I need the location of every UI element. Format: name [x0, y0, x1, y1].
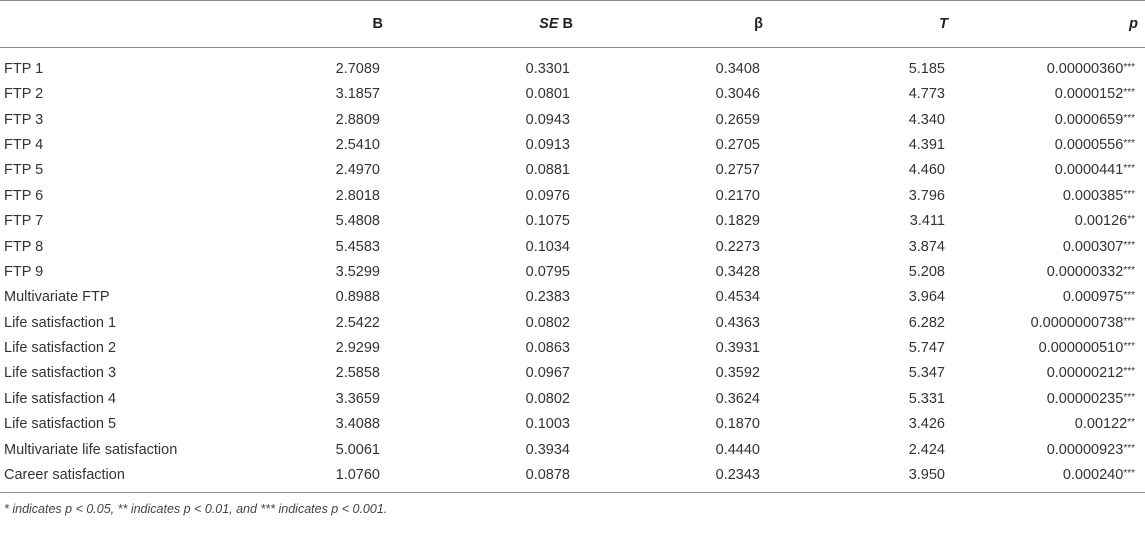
- cell-p: [955, 437, 1145, 462]
- cell-p: [955, 285, 1145, 310]
- cell-t: 5.185: [908, 60, 945, 77]
- row-label: FTP 4: [4, 136, 44, 153]
- row-label: FTP 8: [4, 238, 44, 255]
- cell-b: 3.3659: [335, 390, 380, 407]
- significance-stars: **: [1127, 214, 1135, 226]
- cell-se-b: 0.0863: [525, 340, 570, 357]
- p-value: 0.00000332: [1046, 263, 1124, 280]
- significance-stars: ***: [1123, 264, 1135, 276]
- cell-beta: 0.3428: [715, 263, 760, 280]
- p-value: 0.000385: [1062, 187, 1124, 204]
- cell-t: 6.282: [908, 314, 945, 331]
- header-se-b: [390, 1, 580, 48]
- p-value: 0.00126: [1074, 213, 1128, 230]
- cell-beta: 0.3931: [715, 340, 760, 357]
- cell-b: 2.5858: [335, 365, 380, 382]
- row-label: Multivariate life satisfaction: [4, 441, 178, 458]
- header-t: [770, 1, 955, 48]
- header-se-italic: SE: [539, 16, 559, 32]
- row-label: Life satisfaction 1: [4, 314, 117, 331]
- significance-stars: ***: [1123, 112, 1135, 124]
- table-row: [0, 386, 1145, 411]
- table-footnote: * indicates p < 0.05, ** indicates p < 0.01, and *** indicates p < 0.001.: [4, 501, 388, 516]
- p-value: 0.00000212: [1046, 365, 1124, 382]
- table-header: [0, 1, 1145, 48]
- cell-t: 3.411: [909, 213, 945, 230]
- cell-p: [955, 82, 1145, 107]
- cell-beta: 0.3408: [715, 60, 760, 77]
- cell-beta: 0.4534: [715, 289, 760, 306]
- cell-b: 3.4088: [335, 416, 380, 433]
- table-row: [0, 437, 1145, 462]
- row-label: FTP 2: [4, 86, 44, 103]
- header-b: B: [215, 1, 390, 48]
- p-value: 0.00000235: [1046, 390, 1124, 407]
- significance-stars: ***: [1123, 188, 1135, 200]
- significance-stars: ***: [1123, 442, 1135, 454]
- cell-beta: 0.2705: [715, 136, 760, 153]
- row-label: Career satisfaction: [0, 462, 215, 492]
- cell-t: 5.747: [908, 340, 945, 357]
- cell-beta: 0.2757: [715, 162, 760, 179]
- cell-b: 5.4583: [335, 238, 380, 255]
- row-label: Life satisfaction 4: [4, 390, 117, 407]
- table-body: [0, 48, 1145, 493]
- cell-p: [955, 310, 1145, 335]
- cell-beta: 0.4363: [715, 314, 760, 331]
- table-row: [0, 48, 1145, 82]
- row-label: FTP 1: [4, 60, 44, 77]
- cell-t: 5.208: [908, 263, 945, 280]
- cell-t: 5.331: [908, 390, 945, 407]
- cell-b: 2.5410: [335, 136, 380, 153]
- cell-se-b: 0.0943: [525, 111, 570, 128]
- table-row: [0, 361, 1145, 386]
- cell-p: [955, 208, 1145, 233]
- header-t-label: T: [939, 16, 948, 32]
- cell-se-b: 0.1075: [525, 213, 570, 230]
- table-row: [0, 107, 1145, 132]
- cell-se-b: 0.3934: [525, 441, 570, 458]
- cell-t: 4.460: [908, 162, 945, 179]
- cell-se-b: 0.0913: [525, 136, 570, 153]
- table-row: [0, 208, 1145, 233]
- cell-se-b: 0.0976: [525, 187, 570, 204]
- table-row: [0, 259, 1145, 284]
- cell-p: [955, 183, 1145, 208]
- table-row: [0, 82, 1145, 107]
- cell-beta: 0.2170: [715, 187, 760, 204]
- cell-p: [955, 132, 1145, 157]
- cell-beta: 0.1870: [715, 416, 760, 433]
- cell-b: 2.5422: [335, 314, 380, 331]
- cell-p: [955, 259, 1145, 284]
- cell-se-b: 0.1003: [525, 416, 570, 433]
- cell-se-b: 0.0802: [525, 390, 570, 407]
- cell-se-b: 0.0801: [525, 86, 570, 103]
- table-row: [0, 335, 1145, 360]
- cell-se-b: 0.0967: [525, 365, 570, 382]
- row-label: FTP 3: [4, 111, 44, 128]
- row-label: FTP 9: [4, 263, 44, 280]
- p-value: 0.00122: [1074, 416, 1128, 433]
- table-row: [0, 234, 1145, 259]
- cell-beta: 0.2273: [715, 238, 760, 255]
- row-label: Life satisfaction 2: [4, 340, 117, 357]
- cell-p: [955, 234, 1145, 259]
- significance-stars: ***: [1123, 468, 1135, 480]
- cell-se-b: 0.0795: [525, 263, 570, 280]
- cell-beta: 0.3046: [715, 86, 760, 103]
- significance-stars: ***: [1123, 87, 1135, 99]
- p-value: 0.00000923: [1046, 441, 1124, 458]
- p-value: 0.0000000738: [1030, 314, 1124, 331]
- significance-stars: ***: [1123, 163, 1135, 175]
- header-p: [955, 1, 1145, 48]
- cell-se-b: 0.2383: [525, 289, 570, 306]
- cell-t: 3.950: [770, 462, 955, 492]
- row-label: FTP 5: [4, 162, 44, 179]
- cell-se-b: 0.3301: [525, 60, 570, 77]
- table-row: [0, 158, 1145, 183]
- row-label: Life satisfaction 5: [4, 416, 117, 433]
- p-value: 0.000307: [1062, 238, 1124, 255]
- cell-b: 2.8018: [335, 187, 380, 204]
- cell-b: 2.9299: [335, 340, 380, 357]
- cell-t: 4.391: [908, 136, 945, 153]
- cell-t: 2.424: [908, 441, 945, 458]
- p-value: 0.0000441: [1054, 162, 1124, 179]
- cell-beta: 0.2659: [715, 111, 760, 128]
- row-label: FTP 6: [4, 187, 44, 204]
- significance-stars: **: [1127, 417, 1135, 429]
- header-se-rest: B: [558, 16, 573, 32]
- cell-beta: 0.1829: [715, 213, 760, 230]
- significance-stars: ***: [1123, 61, 1135, 73]
- cell-p: [955, 462, 1145, 492]
- row-label: Life satisfaction 3: [4, 365, 117, 382]
- p-value: 0.0000556: [1054, 136, 1124, 153]
- cell-beta: 0.3624: [715, 390, 760, 407]
- table-row: [0, 285, 1145, 310]
- row-label: Multivariate FTP: [4, 289, 110, 306]
- cell-p: [955, 361, 1145, 386]
- cell-b: 2.7089: [335, 60, 380, 77]
- cell-b: 1.0760: [215, 462, 390, 492]
- cell-t: 4.340: [908, 111, 945, 128]
- p-value: 0.00000360: [1046, 60, 1124, 77]
- cell-beta: 0.4440: [715, 441, 760, 458]
- p-value: 0.000240: [1062, 467, 1124, 484]
- header-row: [0, 1, 1145, 48]
- header-beta: β: [580, 1, 770, 48]
- cell-se-b: 0.1034: [525, 238, 570, 255]
- table-row: [0, 462, 1145, 492]
- cell-b: 2.4970: [335, 162, 380, 179]
- cell-b: 3.5299: [335, 263, 380, 280]
- cell-beta: 0.2343: [580, 462, 770, 492]
- row-label: FTP 7: [4, 213, 44, 230]
- cell-p: [955, 386, 1145, 411]
- cell-t: 3.796: [908, 187, 945, 204]
- p-value: 0.000975: [1062, 289, 1124, 306]
- cell-t: 4.773: [908, 86, 945, 103]
- table-row: [0, 310, 1145, 335]
- cell-p: [955, 107, 1145, 132]
- cell-b: 2.8809: [335, 111, 380, 128]
- significance-stars: ***: [1123, 137, 1135, 149]
- cell-t: 3.874: [908, 238, 945, 255]
- cell-p: [955, 48, 1145, 82]
- cell-b: 0.8988: [335, 289, 380, 306]
- p-value: 0.0000152: [1054, 86, 1124, 103]
- cell-t: 5.347: [908, 365, 945, 382]
- cell-t: 3.964: [908, 289, 945, 306]
- cell-b: 5.4808: [335, 213, 380, 230]
- significance-stars: ***: [1123, 239, 1135, 251]
- cell-b: 5.0061: [335, 441, 380, 458]
- significance-stars: ***: [1123, 391, 1135, 403]
- cell-p: [955, 412, 1145, 437]
- significance-stars: ***: [1123, 341, 1135, 353]
- cell-t: 3.426: [908, 416, 945, 433]
- significance-stars: ***: [1123, 290, 1135, 302]
- significance-stars: ***: [1123, 366, 1135, 378]
- cell-se-b: 0.0881: [525, 162, 570, 179]
- table-row: [0, 183, 1145, 208]
- cell-p: [955, 158, 1145, 183]
- cell-se-b: 0.0802: [525, 314, 570, 331]
- cell-b: 3.1857: [335, 86, 380, 103]
- p-value: 0.000000510: [1038, 340, 1124, 357]
- significance-stars: ***: [1123, 315, 1135, 327]
- p-value: 0.0000659: [1054, 111, 1124, 128]
- cell-se-b: 0.0878: [390, 462, 580, 492]
- cell-beta: 0.3592: [715, 365, 760, 382]
- table-row: [0, 412, 1145, 437]
- table-row: [0, 132, 1145, 157]
- cell-p: [955, 335, 1145, 360]
- header-variable: [0, 1, 215, 48]
- header-p-label: p: [1129, 16, 1138, 32]
